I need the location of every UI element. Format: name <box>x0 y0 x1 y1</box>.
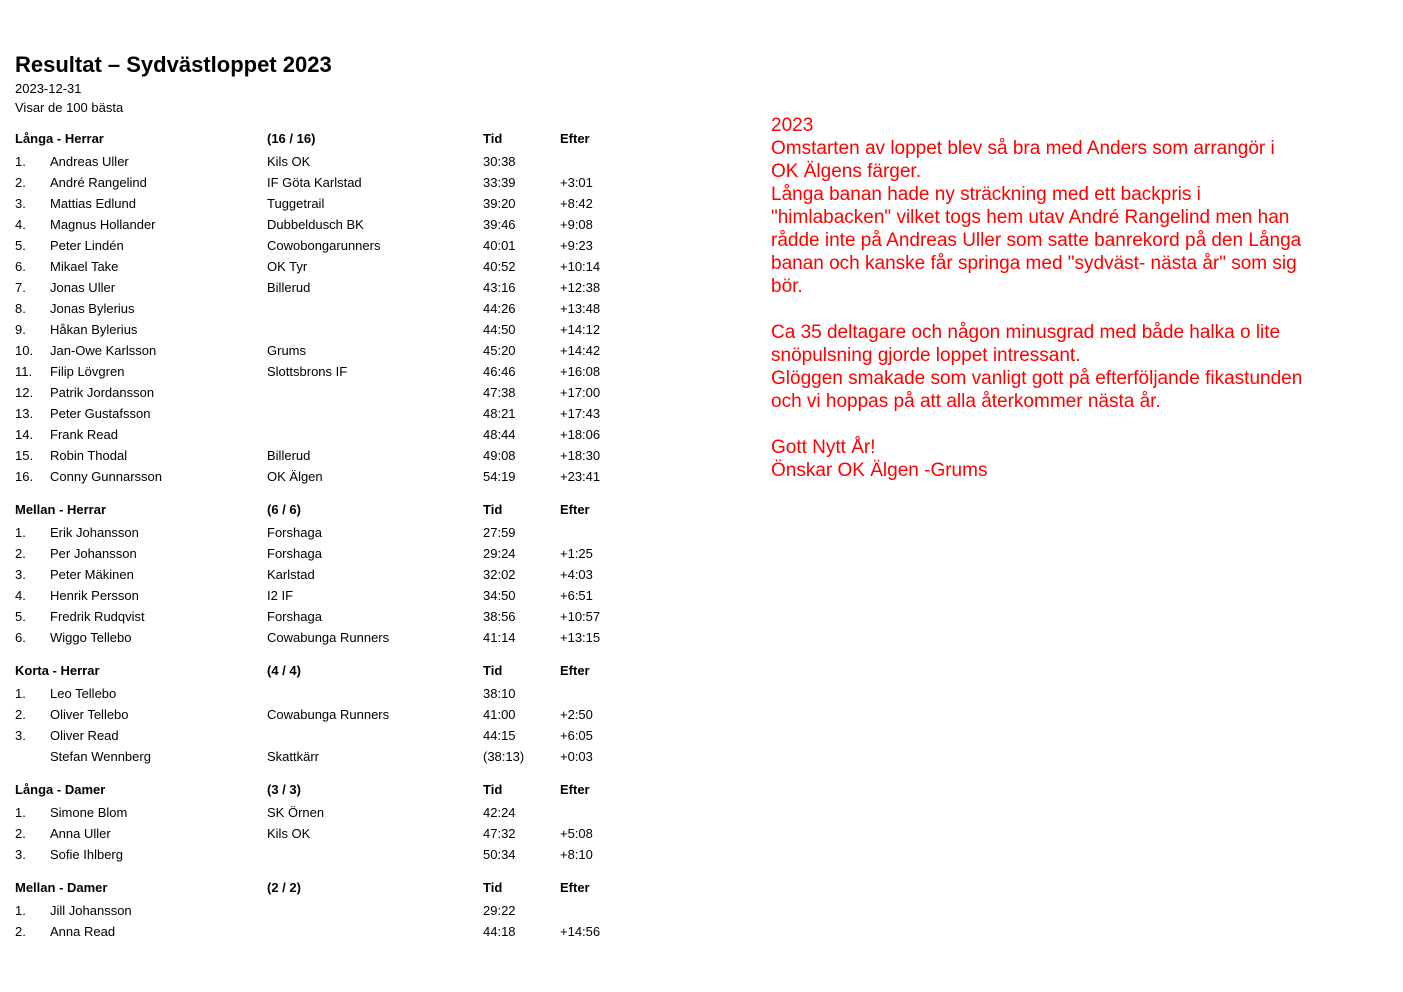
runner-name: Per Johansson <box>50 546 137 561</box>
runner-name: Patrik Jordansson <box>50 385 155 400</box>
runner-name: Andreas Uller <box>50 154 129 169</box>
table-row <box>15 683 640 704</box>
diff-header: Efter <box>560 663 590 678</box>
time-behind: +5:08 <box>560 826 593 841</box>
runner-name: Jonas Uller <box>50 280 116 295</box>
club-name <box>267 424 483 445</box>
finish-time: 42:24 <box>483 805 516 820</box>
time-behind: +8:42 <box>560 196 593 211</box>
finish-time: 49:08 <box>483 448 516 463</box>
table-row <box>15 172 640 193</box>
class-name: Långa - Herrar <box>15 131 104 146</box>
place: 3. <box>15 728 26 743</box>
time-header: Tid <box>483 502 503 517</box>
time-behind <box>560 900 640 921</box>
finish-time: 44:18 <box>483 924 516 939</box>
place: 6. <box>15 259 26 274</box>
club-name <box>267 319 483 340</box>
note-line: 2023 <box>771 115 814 136</box>
table-row <box>15 522 640 543</box>
race-notes <box>771 114 1371 482</box>
place: 1. <box>15 903 26 918</box>
race-date: 2023-12-31 <box>15 81 82 96</box>
place: 15. <box>15 448 34 463</box>
table-row <box>15 277 640 298</box>
class-count: (4 / 4) <box>267 663 301 678</box>
diff-header: Efter <box>560 782 590 797</box>
runner-name: Frank Read <box>50 427 118 442</box>
runner-name: Anna Uller <box>50 826 111 841</box>
note-line: Långa banan hade ny sträckning med ett backpris i <box>771 184 1201 205</box>
place: 7. <box>15 280 26 295</box>
runner-name: Jonas Bylerius <box>50 301 135 316</box>
note-line: OK Älgens färger. <box>771 161 921 182</box>
runner-name: Peter Lindén <box>50 238 124 253</box>
table-row <box>15 844 640 865</box>
runner-name: Filip Lövgren <box>50 364 125 379</box>
time-behind: +13:15 <box>560 630 601 645</box>
note-line: Ca 35 deltagare och någon minusgrad med både halka o lite <box>771 322 1281 343</box>
club-name: OK Tyr <box>267 259 308 274</box>
place: 2. <box>15 546 26 561</box>
place: 1. <box>15 154 26 169</box>
finish-time: 44:26 <box>483 301 516 316</box>
note-line: Gott Nytt År! <box>771 437 876 458</box>
runner-name: Leo Tellebo <box>50 686 117 701</box>
results-subtitle: Visar de 100 bästa <box>15 100 124 115</box>
result-class <box>15 498 715 648</box>
time-behind: +23:41 <box>560 469 601 484</box>
place: 9. <box>15 322 26 337</box>
diff-header: Efter <box>560 131 590 146</box>
club-name: Forshaga <box>267 609 322 624</box>
time-behind: +17:00 <box>560 385 601 400</box>
results-table <box>15 127 640 487</box>
finish-time: 29:24 <box>483 546 516 561</box>
club-name: Cowobongarunners <box>267 238 381 253</box>
finish-time: 40:52 <box>483 259 516 274</box>
club-name <box>267 382 483 403</box>
time-behind: +6:05 <box>560 728 593 743</box>
club-name <box>267 725 483 746</box>
runner-name: Stefan Wennberg <box>50 749 151 764</box>
place: 13. <box>15 406 34 421</box>
club-name: IF Göta Karlstad <box>267 175 362 190</box>
time-header: Tid <box>483 782 503 797</box>
finish-time: 43:16 <box>483 280 516 295</box>
club-name: Forshaga <box>267 546 322 561</box>
place: 5. <box>15 609 26 624</box>
time-behind: +10:14 <box>560 259 601 274</box>
time-behind <box>560 522 640 543</box>
runner-name: André Rangelind <box>50 175 147 190</box>
diff-header: Efter <box>560 880 590 895</box>
results-table <box>15 778 640 865</box>
time-behind: +14:56 <box>560 924 601 939</box>
table-row <box>15 606 640 627</box>
note-line: rådde inte på Andreas Uller som satte banrekord på den Långa <box>771 230 1302 251</box>
note-line: snöpulsning gjorde loppet intressant. <box>771 345 1081 366</box>
time-behind: +18:06 <box>560 427 601 442</box>
finish-time: 39:46 <box>483 217 516 232</box>
club-name: Cowabunga Runners <box>267 630 390 645</box>
table-row <box>15 151 640 172</box>
time-behind: +4:03 <box>560 567 593 582</box>
finish-time: 47:38 <box>483 385 516 400</box>
finish-time: 40:01 <box>483 238 516 253</box>
page-title: Resultat – Sydvästloppet 2023 <box>15 52 332 77</box>
place: 3. <box>15 196 26 211</box>
runner-name: Jan-Owe Karlsson <box>50 343 157 358</box>
finish-time: 32:02 <box>483 567 516 582</box>
club-name <box>267 921 483 942</box>
place: 2. <box>15 924 26 939</box>
class-count: (2 / 2) <box>267 880 301 895</box>
club-name: Tuggetrail <box>267 196 325 211</box>
runner-name: Oliver Tellebo <box>50 707 129 722</box>
place: 11. <box>15 364 33 379</box>
finish-time: 45:20 <box>483 343 516 358</box>
results-table <box>15 659 640 767</box>
class-name: Mellan - Herrar <box>15 502 107 517</box>
table-row <box>15 256 640 277</box>
finish-time: 47:32 <box>483 826 516 841</box>
class-header-row <box>15 659 640 683</box>
finish-time: 48:21 <box>483 406 516 421</box>
runner-name: Peter Mäkinen <box>50 567 134 582</box>
table-row <box>15 725 640 746</box>
finish-time: 34:50 <box>483 588 516 603</box>
place: 3. <box>15 567 26 582</box>
club-name: I2 IF <box>267 588 294 603</box>
results-table <box>15 498 640 648</box>
finish-time: 44:15 <box>483 728 516 743</box>
finish-time: 39:20 <box>483 196 516 211</box>
runner-name: Fredrik Rudqvist <box>50 609 145 624</box>
place: 3. <box>15 847 26 862</box>
place: 1. <box>15 525 26 540</box>
class-header-row <box>15 876 640 900</box>
club-name: OK Älgen <box>267 469 323 484</box>
time-behind: +16:08 <box>560 364 601 379</box>
results-document <box>15 51 715 953</box>
club-name: Slottsbrons IF <box>267 364 348 379</box>
place: 2. <box>15 175 26 190</box>
class-count: (6 / 6) <box>267 502 301 517</box>
runner-name: Wiggo Tellebo <box>50 630 132 645</box>
place: 8. <box>15 301 26 316</box>
time-behind <box>560 802 640 823</box>
note-line: "himlabacken" vilket togs hem utav André Rangelind men han <box>771 207 1290 228</box>
place: 4. <box>15 588 26 603</box>
finish-time: 41:14 <box>483 630 516 645</box>
class-name: Korta - Herrar <box>15 663 100 678</box>
time-behind: +2:50 <box>560 707 593 722</box>
runner-name: Peter Gustafsson <box>50 406 151 421</box>
finish-time: 50:34 <box>483 847 516 862</box>
table-row <box>15 627 640 648</box>
table-row <box>15 361 640 382</box>
table-row <box>15 319 640 340</box>
time-behind: +10:57 <box>560 609 601 624</box>
class-count: (16 / 16) <box>267 131 316 146</box>
club-name: Kils OK <box>267 154 311 169</box>
club-name: Dubbeldusch BK <box>267 217 364 232</box>
time-behind: +13:48 <box>560 301 601 316</box>
place: 2. <box>15 707 26 722</box>
time-behind: +9:23 <box>560 238 593 253</box>
time-behind: +14:12 <box>560 322 601 337</box>
runner-name: Simone Blom <box>50 805 128 820</box>
place: 4. <box>15 217 26 232</box>
club-name: Cowabunga Runners <box>267 707 390 722</box>
table-row <box>15 466 640 487</box>
table-row <box>15 704 640 725</box>
place: 14. <box>15 427 34 442</box>
table-row <box>15 235 640 256</box>
table-row <box>15 823 640 844</box>
note-line: Omstarten av loppet blev så bra med Anders som arrangör i <box>771 138 1275 159</box>
place: 5. <box>15 238 26 253</box>
diff-header: Efter <box>560 502 590 517</box>
time-behind <box>560 683 640 704</box>
place: 16. <box>15 469 34 484</box>
place <box>15 746 50 767</box>
time-behind: +18:30 <box>560 448 601 463</box>
table-row <box>15 445 640 466</box>
note-line: och vi hoppas på att alla återkommer nästa år. <box>771 391 1161 412</box>
table-row <box>15 424 640 445</box>
table-row <box>15 900 640 921</box>
place: 12. <box>15 385 34 400</box>
time-header: Tid <box>483 880 503 895</box>
table-row <box>15 921 640 942</box>
place: 1. <box>15 805 26 820</box>
runner-name: Jill Johansson <box>50 903 132 918</box>
note-line: banan och kanske får springa med "sydväst- nästa år" som sig <box>771 253 1297 274</box>
table-row <box>15 214 640 235</box>
club-name: Karlstad <box>267 567 315 582</box>
runner-name: Henrik Persson <box>50 588 139 603</box>
finish-time: 54:19 <box>483 469 516 484</box>
class-name: Mellan - Damer <box>15 880 108 895</box>
result-class <box>15 127 715 487</box>
result-class <box>15 876 715 942</box>
runner-name: Håkan Bylerius <box>50 322 138 337</box>
club-name <box>267 683 483 704</box>
table-row <box>15 193 640 214</box>
club-name: Billerud <box>267 280 311 295</box>
note-line: Glöggen smakade som vanligt gott på efterföljande fikastunden <box>771 368 1303 389</box>
time-behind <box>560 151 640 172</box>
table-row <box>15 746 640 767</box>
time-behind: +17:43 <box>560 406 601 421</box>
runner-name: Conny Gunnarsson <box>50 469 163 484</box>
finish-time: 38:10 <box>483 686 516 701</box>
place: 10. <box>15 343 34 358</box>
note-line: bör. <box>771 276 803 297</box>
class-name: Långa - Damer <box>15 782 106 797</box>
runner-name: Anna Read <box>50 924 116 939</box>
table-row <box>15 340 640 361</box>
time-behind: +3:01 <box>560 175 593 190</box>
time-header: Tid <box>483 663 503 678</box>
result-classes <box>15 127 715 942</box>
class-count: (3 / 3) <box>267 782 301 797</box>
place: 1. <box>15 686 26 701</box>
class-header-row <box>15 498 640 522</box>
time-behind: +14:42 <box>560 343 601 358</box>
time-behind: +8:10 <box>560 847 593 862</box>
time-behind: +6:51 <box>560 588 593 603</box>
runner-name: Mattias Edlund <box>50 196 136 211</box>
finish-time: 48:44 <box>483 427 516 442</box>
finish-time: 27:59 <box>483 525 516 540</box>
finish-time: 44:50 <box>483 322 516 337</box>
class-header-row <box>15 778 640 802</box>
finish-time: 29:22 <box>483 903 516 918</box>
table-row <box>15 298 640 319</box>
table-row <box>15 543 640 564</box>
time-header: Tid <box>483 131 503 146</box>
club-name <box>267 900 483 921</box>
runner-name: Erik Johansson <box>50 525 139 540</box>
runner-name: Oliver Read <box>50 728 119 743</box>
runner-name: Robin Thodal <box>50 448 128 463</box>
table-row <box>15 564 640 585</box>
class-header-row <box>15 127 640 151</box>
result-class <box>15 659 715 767</box>
place: 2. <box>15 826 26 841</box>
results-table <box>15 876 640 942</box>
runner-name: Sofie Ihlberg <box>50 847 123 862</box>
club-name <box>267 403 483 424</box>
finish-time: 46:46 <box>483 364 516 379</box>
club-name <box>267 844 483 865</box>
finish-time: (38:13) <box>483 749 525 764</box>
finish-time: 41:00 <box>483 707 516 722</box>
time-behind: +12:38 <box>560 280 601 295</box>
time-behind: +1:25 <box>560 546 593 561</box>
finish-time: 38:56 <box>483 609 516 624</box>
club-name <box>267 298 483 319</box>
table-row <box>15 403 640 424</box>
club-name: Skattkärr <box>267 749 320 764</box>
time-behind: +9:08 <box>560 217 593 232</box>
finish-time: 33:39 <box>483 175 516 190</box>
finish-time: 30:38 <box>483 154 516 169</box>
club-name: Grums <box>267 343 306 358</box>
runner-name: Magnus Hollander <box>50 217 156 232</box>
place: 6. <box>15 630 26 645</box>
table-row <box>15 585 640 606</box>
runner-name: Mikael Take <box>50 259 119 274</box>
table-row <box>15 802 640 823</box>
note-line: Önskar OK Älgen -Grums <box>771 460 988 481</box>
table-row <box>15 382 640 403</box>
club-name: Kils OK <box>267 826 311 841</box>
club-name: Billerud <box>267 448 311 463</box>
time-behind: +0:03 <box>560 749 593 764</box>
result-class <box>15 778 715 865</box>
club-name: SK Örnen <box>267 805 325 820</box>
club-name: Forshaga <box>267 525 322 540</box>
